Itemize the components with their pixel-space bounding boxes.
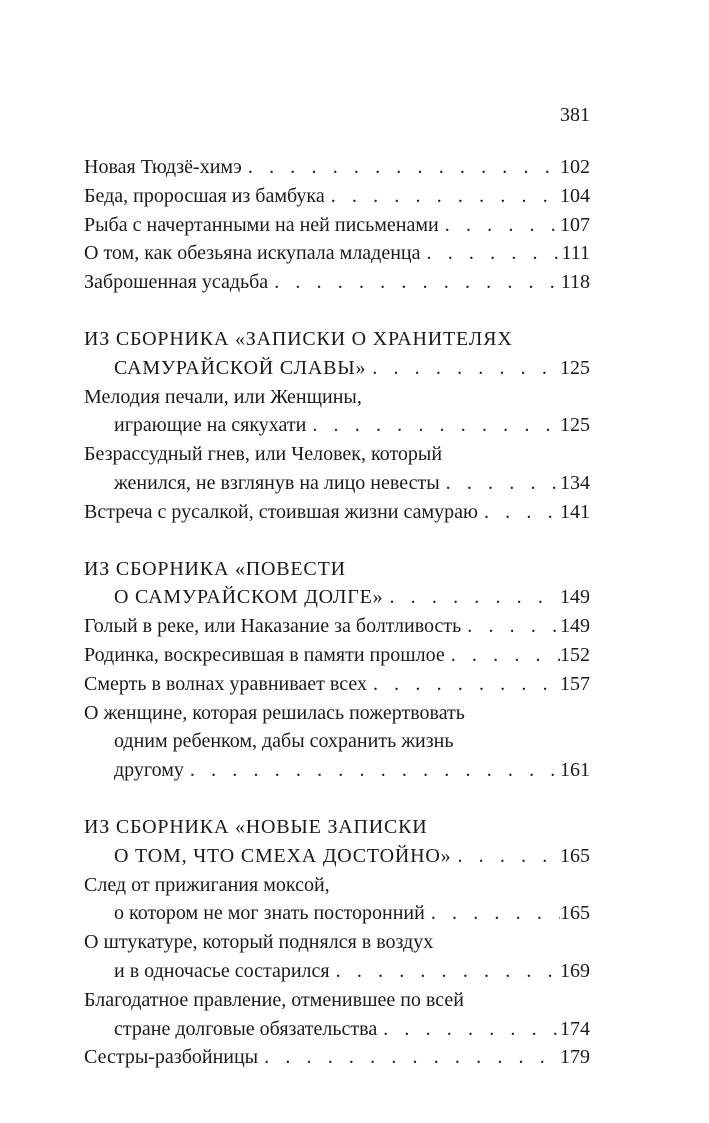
dot-leader [439,211,560,240]
entry-title: и в одночасье состарился [114,959,330,982]
entry-title: Мелодия печали, или Женщины, [84,385,362,408]
entry-title: Беда, проросшая из бамбука [84,184,325,207]
dot-leader [377,1015,560,1044]
entry-title: одним ребенком, дабы сохранить жизнь [114,730,454,753]
entry-title: играющие на сякухати [114,414,307,437]
entry-title: Новая Тюдзё-химэ [84,156,242,178]
dot-leader [242,153,560,182]
dot-leader [461,612,560,641]
entry-title: Рыба с начертанными на ней письменами [84,213,439,236]
entry-page-number: 179 [560,1046,590,1069]
section-heading [84,555,590,613]
entry-page-number: 125 [560,414,590,437]
dot-leader [184,756,560,785]
dot-leader [325,182,560,211]
section-spacer [84,297,590,325]
entry-page-number: 152 [560,643,590,666]
toc-entry [84,153,590,182]
dot-leader [383,583,560,612]
entry-page-number: 141 [560,500,590,523]
dot-leader [440,469,560,498]
toc-group [84,153,590,297]
entry-title: О том, как обезьяна искупала младенца [84,242,421,265]
toc-group [84,555,590,785]
entry-title: Встреча с русалкой, стоившая жизни самураю [84,500,478,523]
toc-entry [84,239,590,268]
heading-title: ИЗ СБОРНИКА «НОВЫЕ ЗАПИСКИ [84,815,428,838]
toc-entry [84,1043,590,1072]
entry-page-number: 118 [560,271,590,294]
toc-entry [84,699,590,785]
section-spacer [84,785,590,813]
entry-page-number: 111 [561,242,590,265]
section-heading [84,813,590,871]
entry-title: стране долговые обязательства [114,1017,378,1040]
table-of-contents [84,153,590,1072]
entry-page-number: 104 [560,184,590,207]
entry-title: Смерть в волнах уравнивает всех [84,672,367,695]
heading-title: ИЗ СБОРНИКА «ЗАПИСКИ О ХРАНИТЕЛЯХ [84,327,513,350]
dot-leader [421,239,562,268]
section-spacer [84,527,590,555]
dot-leader [425,899,560,928]
toc-entry [84,928,590,986]
entry-page-number: 169 [560,959,590,982]
dot-leader [367,670,560,699]
section-heading [84,325,590,383]
entry-title: О женщине, которая решилась пожертвовать [84,701,465,724]
toc-entry [84,383,590,441]
entry-title: Родинка, воскресившая в памяти прошлое [84,643,445,666]
dot-leader [258,1043,560,1072]
entry-title: Заброшенная усадьба [84,271,269,294]
toc-entry [84,670,590,699]
heading-title: О САМУРАЙСКОМ ДОЛГЕ» [114,586,384,609]
entry-page-number: 149 [560,615,590,638]
entry-page-number: 107 [560,213,590,236]
entry-page-number: 161 [560,759,590,782]
toc-group [84,813,590,1072]
toc-group [84,325,590,527]
entry-page-number: 157 [560,672,590,695]
dot-leader [268,268,561,297]
entry-page-number: 102 [560,156,590,178]
heading-title: САМУРАЙСКОЙ СЛАВЫ» [114,356,367,379]
entry-title: Безрассудный гнев, или Человек, который [84,443,443,466]
entry-title: женился, не взглянув на лицо невесты [114,471,440,494]
entry-page-number: 165 [560,902,590,925]
entry-title: О штукатуре, который поднялся в воздух [84,931,434,954]
entry-title: Благодатное правление, отменившее по всей [84,988,464,1011]
entry-title: След от прижигания моксой, [84,873,330,896]
toc-entry [84,211,590,240]
heading-page-number: 125 [560,356,590,379]
dot-leader [306,411,560,440]
dot-leader [330,957,560,986]
toc-entry [84,871,590,929]
entry-page-number: 174 [560,1017,590,1040]
toc-entry [84,268,590,297]
dot-leader [478,498,560,527]
toc-entry [84,986,590,1044]
heading-title: О ТОМ, ЧТО СМЕХА ДОСТОЙНО» [114,844,452,867]
toc-entry [84,498,590,527]
entry-title: другому [114,759,184,782]
heading-title: ИЗ СБОРНИКА «ПОВЕСТИ [84,557,346,580]
entry-title: о котором не мог знать посторонний [114,902,425,925]
dot-leader [366,354,560,383]
toc-entry [84,182,590,211]
toc-entry [84,641,590,670]
heading-page-number: 149 [560,586,590,609]
dot-leader [451,842,560,871]
entry-title: Сестры-разбойницы [84,1046,259,1069]
page-number: 381 [560,104,590,126]
toc-entry [84,612,590,641]
heading-page-number: 165 [560,844,590,867]
entry-page-number: 134 [560,471,590,494]
toc-entry [84,440,590,498]
entry-title: Голый в реке, или Наказание за болтливость [84,615,462,638]
dot-leader [445,641,560,670]
